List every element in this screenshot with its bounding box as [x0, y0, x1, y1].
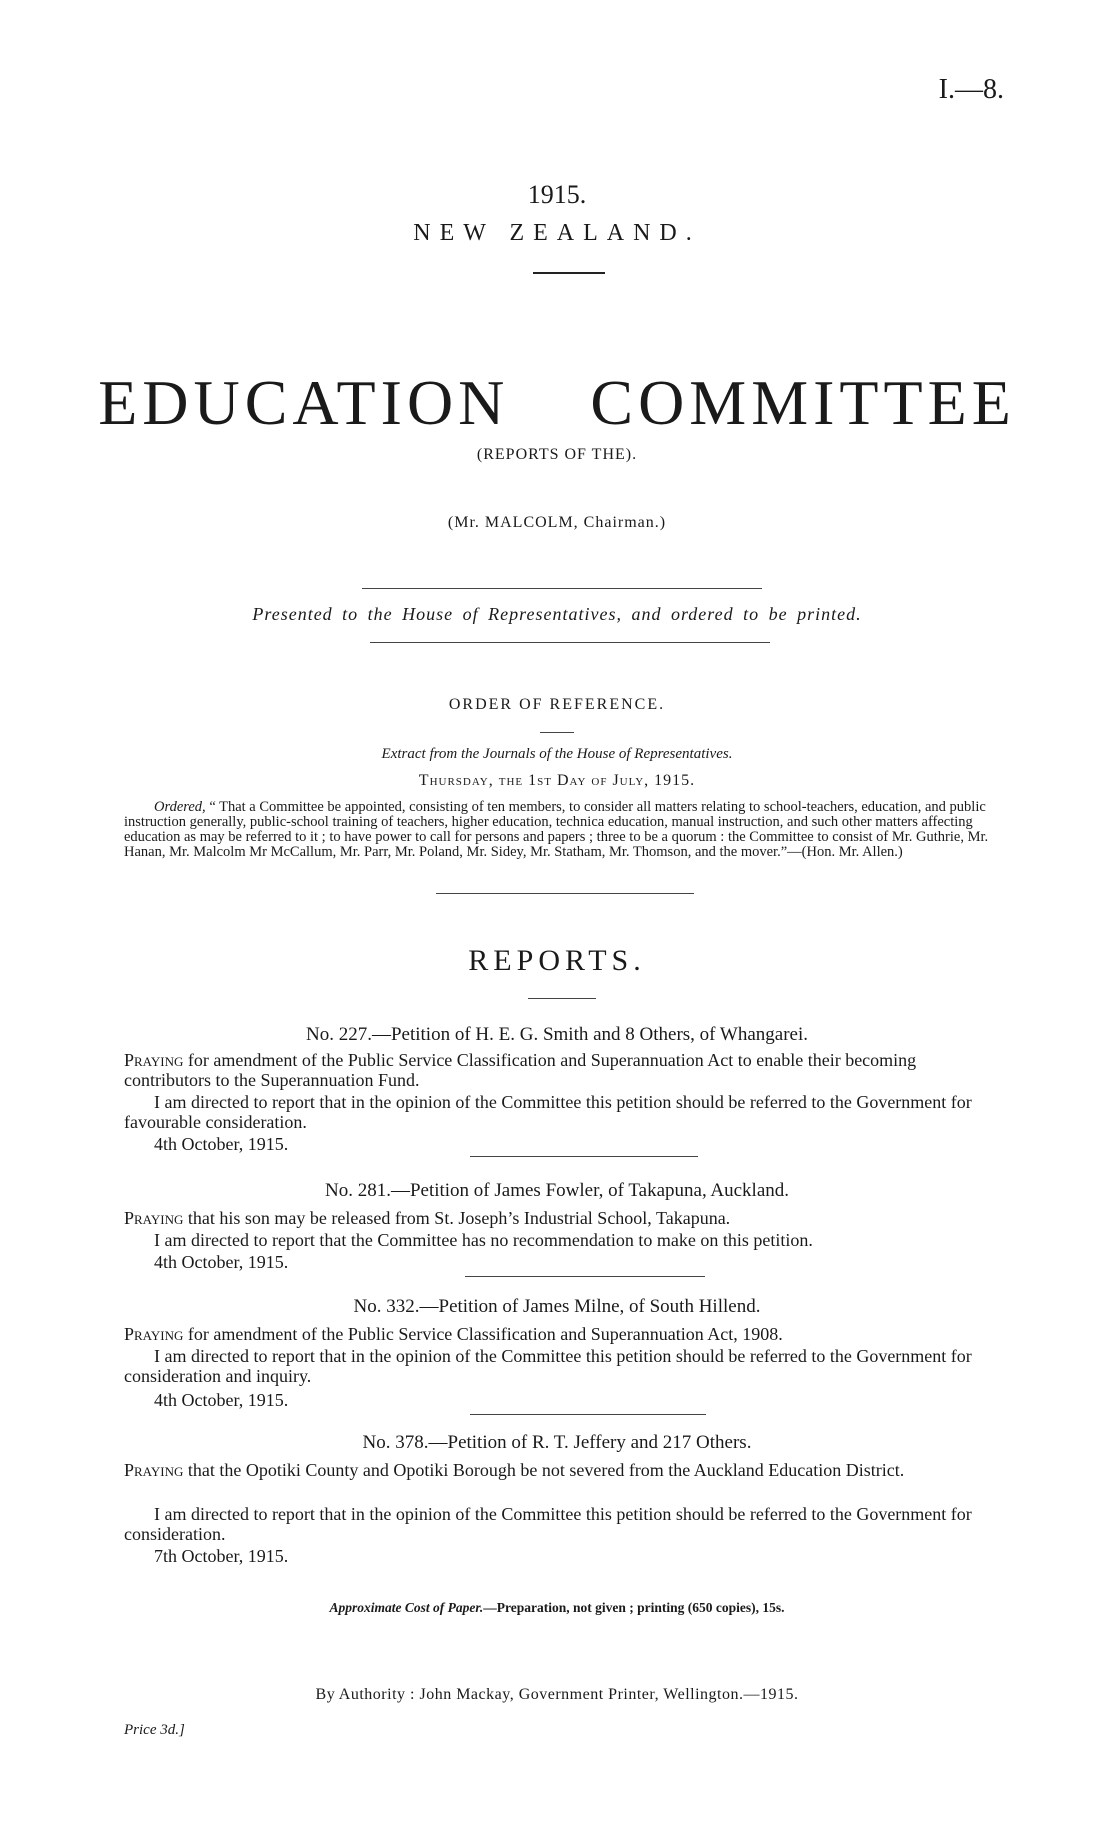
- cost-line: [0, 1600, 1114, 1616]
- praying-text: that the Opotiki County and Opotiki Borough be not severed from the Auckland Education District.: [187, 1460, 905, 1480]
- petition-date: 4th October, 1915.: [154, 1252, 289, 1272]
- petition-date: 4th October, 1915.: [154, 1134, 289, 1154]
- divider-rule: [362, 588, 762, 589]
- petition-report: I am directed to report that the Committee has no recommendation to make on this petition.: [154, 1230, 813, 1250]
- praying-text: that his son may be released from St. Joseph’s Industrial School, Takapuna.: [187, 1208, 731, 1228]
- authority-line: By Authority : John Mackay, Government Printer, Wellington.—1915.: [315, 1686, 799, 1703]
- petition-report: I am directed to report that in the opinion of the Committee this petition should be referred to the Government for consideration and inquiry.: [124, 1346, 972, 1386]
- petition-praying: [124, 1324, 1004, 1344]
- praying-word: Praying: [124, 1208, 184, 1228]
- divider-rule: [370, 642, 770, 643]
- petition-praying: [124, 1208, 1004, 1228]
- petition-praying: [124, 1050, 1004, 1090]
- order-date: Thursday, the 1st Day of July, 1915.: [418, 772, 696, 789]
- page-reference: I.—8.: [938, 74, 1004, 105]
- praying-word: Praying: [124, 1324, 184, 1344]
- presented-line: Presented to the House of Representatives, and ordered to be printed.: [252, 604, 862, 624]
- document-subtitle: (REPORTS OF THE).: [476, 446, 638, 463]
- divider-rule: [465, 1276, 705, 1277]
- petition-report: I am directed to report that in the opinion of the Committee this petition should be referred to the Government for consideration.: [124, 1504, 972, 1544]
- praying-text: for amendment of the Public Service Classification and Superannuation Act, 1908.: [187, 1324, 783, 1344]
- chairman-line: (Mr. MALCOLM, Chairman.): [447, 514, 667, 531]
- cost-text: —Preparation, not given ; printing (650 copies), 15s.: [483, 1600, 785, 1615]
- divider-rule: [540, 732, 574, 733]
- cost-label: Approximate Cost of Paper.: [329, 1600, 484, 1615]
- order-text: [124, 800, 1004, 860]
- petition-heading: No. 227.—Petition of H. E. G. Smith and 8 Others, of Whangarei.: [305, 1024, 809, 1045]
- price-label: Price 3d.]: [124, 1722, 185, 1738]
- document-title: EDUCATION COMMITTEE: [98, 367, 1016, 438]
- year: 1915.: [527, 180, 587, 209]
- petition-heading: No. 281.—Petition of James Fowler, of Takapuna, Auckland.: [324, 1180, 790, 1201]
- praying-word: Praying: [124, 1050, 184, 1070]
- order-heading: ORDER OF REFERENCE.: [448, 696, 666, 713]
- divider-rule: [436, 893, 694, 894]
- divider-rule: [533, 272, 605, 274]
- petition-heading: No. 332.—Petition of James Milne, of South Hillend.: [353, 1296, 761, 1317]
- order-extract: Extract from the Journals of the House of Representatives.: [381, 746, 733, 762]
- country: NEW ZEALAND.: [413, 220, 701, 246]
- petition-praying: [124, 1460, 1004, 1480]
- order-body: “ That a Committee be appointed, consisting of ten members, to consider all matters relating to school-teachers, education, and public instruction generally, public-school training of teachers, higher education, technica education, manual instruction, and such other matters affecting education as may be referred to it ; to have power to call for persons and papers ; three to be a quorum : the Committee to consist of Mr. Guthrie, Mr. Hanan, Mr. Malcolm Mr McCallum, Mr. Parr, Mr. Poland, Mr. Sidey, Mr. Statham, Mr. Thomson, and the mover.”—(Hon. Mr. Allen.): [124, 799, 989, 860]
- petition-date: 4th October, 1915.: [154, 1390, 289, 1410]
- reports-heading: REPORTS.: [468, 944, 646, 977]
- ordered-word: Ordered,: [154, 799, 206, 815]
- petition-heading: No. 378.—Petition of R. T. Jeffery and 217 Others.: [362, 1432, 752, 1453]
- petition-date: 7th October, 1915.: [154, 1546, 289, 1566]
- divider-rule: [528, 998, 596, 999]
- divider-rule: [470, 1156, 698, 1157]
- praying-word: Praying: [124, 1460, 184, 1480]
- petition-report: I am directed to report that in the opinion of the Committee this petition should be referred to the Government for favourable consideration.: [124, 1092, 972, 1132]
- praying-text: for amendment of the Public Service Classification and Superannuation Act to enable their becoming contributors to the Superannuation Fund.: [124, 1050, 917, 1090]
- divider-rule: [470, 1414, 706, 1415]
